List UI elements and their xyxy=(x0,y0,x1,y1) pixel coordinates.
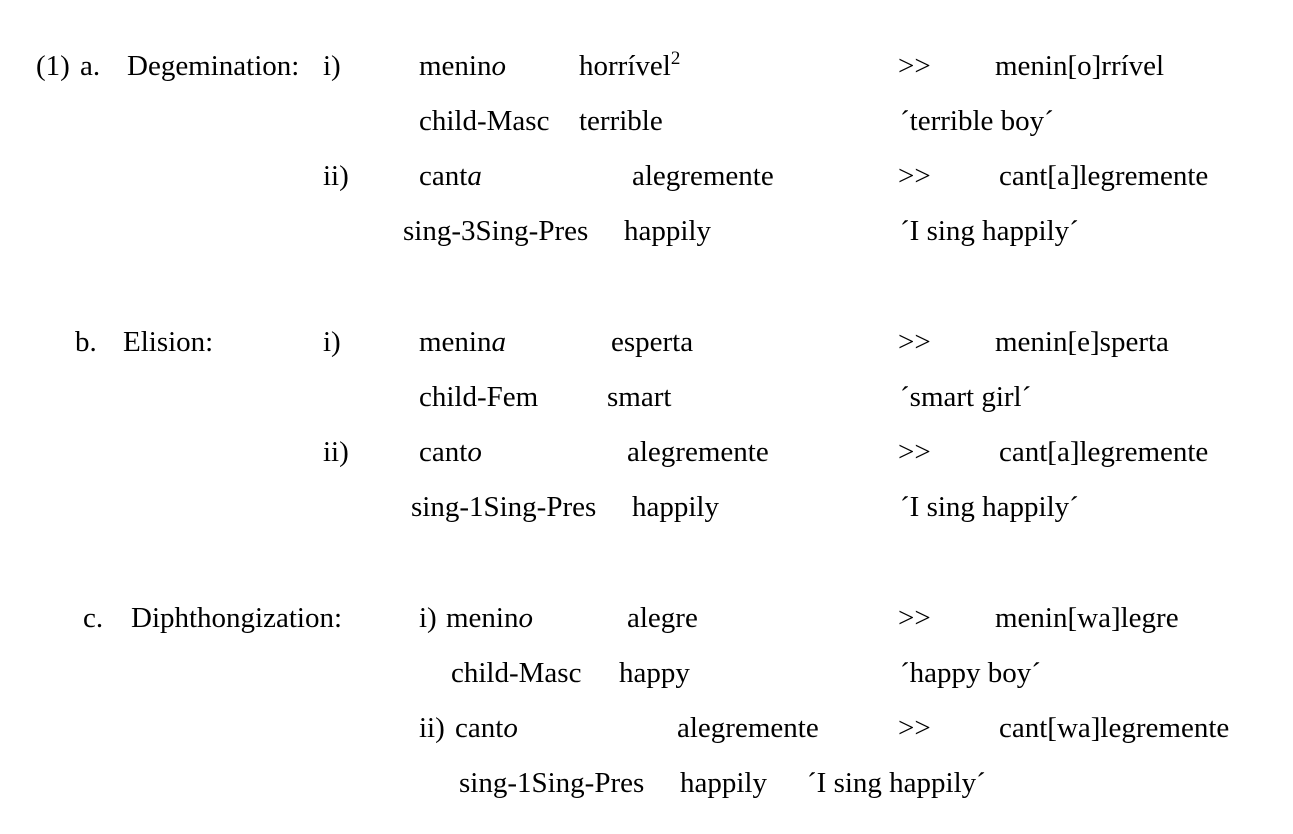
arrow: >> xyxy=(898,326,931,358)
final-vowel: a xyxy=(491,326,506,358)
section-b-label: Elision: xyxy=(123,326,214,358)
gloss-1: child-Masc xyxy=(419,105,550,137)
gloss-2: happy xyxy=(619,657,690,689)
gloss-1: sing-1Sing-Pres xyxy=(411,491,597,523)
gloss-2: smart xyxy=(607,381,672,413)
section-a-label: Degemination: xyxy=(127,50,300,82)
final-vowel: o xyxy=(518,602,533,634)
result-form: menin[o]rrível xyxy=(995,50,1165,82)
result-form: cant[a]legremente xyxy=(999,436,1209,468)
item-number: ii) xyxy=(323,436,349,468)
result-form: cant[wa]legremente xyxy=(999,712,1230,744)
source-word-1: menina xyxy=(419,326,506,358)
source-word-2: alegremente xyxy=(627,436,769,468)
example-number: (1) xyxy=(36,50,70,82)
result-form: menin[e]sperta xyxy=(995,326,1169,358)
gloss-1: child-Masc xyxy=(451,657,582,689)
gloss-1: sing-1Sing-Pres xyxy=(459,767,645,799)
source-word-1: menino xyxy=(419,50,506,82)
translation: ´I sing happily´ xyxy=(900,215,1079,247)
result-form: cant[a]legremente xyxy=(999,160,1209,192)
source-word-2: alegremente xyxy=(677,712,819,744)
translation: ´smart girl´ xyxy=(900,381,1032,413)
gloss-2: happily xyxy=(680,767,767,799)
section-b-letter: b. xyxy=(75,326,97,358)
result-form: menin[wa]legre xyxy=(995,602,1179,634)
gloss-2: terrible xyxy=(579,105,663,137)
section-c-label: Diphthongization: xyxy=(131,602,343,634)
source-word-1: canto xyxy=(455,712,518,744)
final-vowel: a xyxy=(467,160,482,192)
source-word-2: alegre xyxy=(627,602,698,634)
arrow: >> xyxy=(898,160,931,192)
section-a-letter: a. xyxy=(80,50,101,82)
gloss-1: sing-3Sing-Pres xyxy=(403,215,589,247)
gloss-1: child-Fem xyxy=(419,381,539,413)
translation: ´terrible boy´ xyxy=(900,105,1054,137)
gloss-2: happily xyxy=(624,215,711,247)
source-word-1: menino xyxy=(446,602,533,634)
gloss-2: happily xyxy=(632,491,719,523)
source-word-1: canta xyxy=(419,160,482,192)
final-vowel: o xyxy=(467,436,482,468)
item-number: i) xyxy=(323,326,341,358)
item-number: i) xyxy=(419,602,437,634)
source-word-2: horrível$^2$ xyxy=(579,48,681,82)
arrow: >> xyxy=(898,50,931,82)
item-number: i) xyxy=(323,50,341,82)
final-vowel: o xyxy=(503,712,518,744)
source-word-2: alegremente xyxy=(632,160,774,192)
arrow: >> xyxy=(898,602,931,634)
arrow: >> xyxy=(898,712,931,744)
translation: ´I sing happily´ xyxy=(900,491,1079,523)
footnote-marker: 2 xyxy=(670,48,681,69)
source-word-1: canto xyxy=(419,436,482,468)
item-number: ii) xyxy=(323,160,349,192)
section-c-letter: c. xyxy=(83,602,104,634)
item-number: ii) xyxy=(419,712,445,744)
translation: ´I sing happily´ xyxy=(807,767,986,799)
translation: ´happy boy´ xyxy=(900,657,1041,689)
arrow: >> xyxy=(898,436,931,468)
final-vowel: o xyxy=(491,50,506,82)
source-word-2: esperta xyxy=(611,326,694,358)
